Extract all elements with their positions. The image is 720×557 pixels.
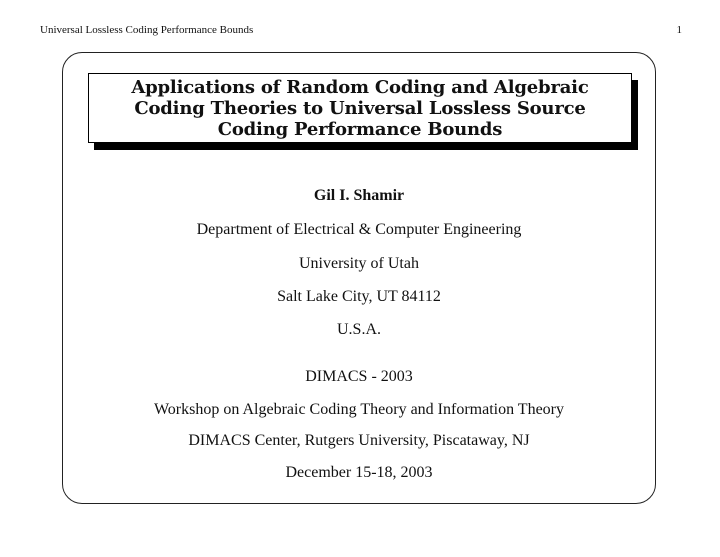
event-workshop: Workshop on Algebraic Coding Theory and Information Theory: [153, 401, 565, 418]
title-line-2: Coding Theories to Universal Lossless Source: [134, 97, 586, 119]
event-venue: DIMACS Center, Rutgers University, Piscataway, NJ: [188, 432, 530, 449]
title-line-3: Coding Performance Bounds: [217, 118, 503, 140]
running-head-title: Universal Lossless Coding Performance Bounds: [40, 24, 254, 36]
affiliation-city: Salt Lake City, UT 84112: [277, 288, 441, 305]
page-number: 1: [676, 24, 682, 36]
author-name: Gil I. Shamir: [313, 187, 405, 204]
affiliation-department: Department of Electrical & Computer Engineering: [196, 221, 522, 238]
author-block: [62, 0, 656, 557]
event-name: DIMACS - 2003: [305, 368, 413, 385]
event-dates: December 15-18, 2003: [285, 464, 433, 481]
affiliation-university: University of Utah: [299, 255, 419, 272]
affiliation-country: U.S.A.: [336, 321, 381, 338]
title-line-1: Applications of Random Coding and Algebraic: [131, 76, 589, 98]
